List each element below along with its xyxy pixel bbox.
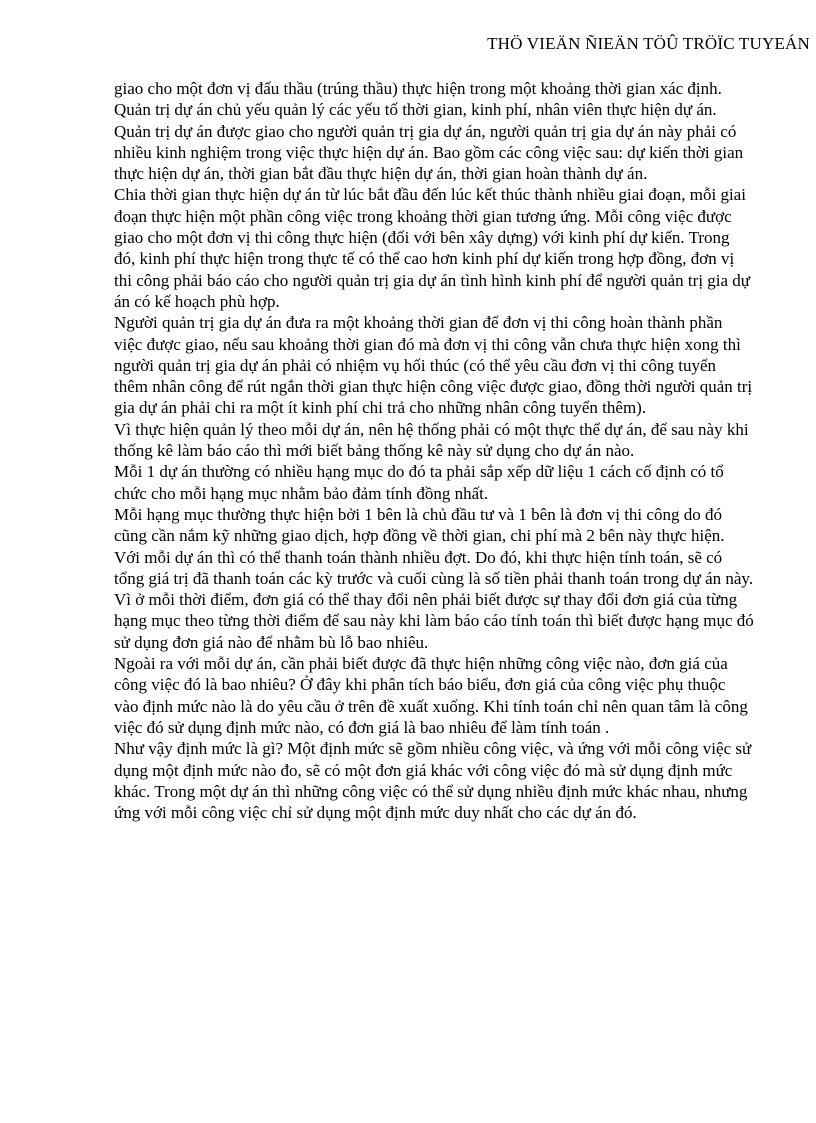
paragraph-3: Chia thời gian thực hiện dự án từ lúc bắt đầu đến lúc kết thúc thành nhiều giai đoạn, mỗi giai đoạn thực hiện một phần công việc trong khoảng thời gian tương ứng. Mỗi công việc được giao cho một đơn vị thi công thực hiện (đối với bên xây dựng) với kinh phí dự kiến. Trong đó, kinh phí thực hiện trong thực tế có thể cao hơn kinh phí dự kiến trong hợp đồng, đơn vị thi công phải báo cáo cho người quản trị gia dự án tình hình kinh phí để người quản trị gia dự án có kế hoạch phù hợp. xyxy=(114,185,751,311)
document-body xyxy=(114,78,754,823)
paragraph-4: Người quản trị gia dự án đưa ra một khoảng thời gian để đơn vị thi công hoàn thành phần việc được giao, nếu sau khoảng thời gian đó mà đơn vị thi công vẫn chưa thực hiện xong thì người quản trị gia dự án phải có nhiệm vụ hối thúc (có thể yêu cầu đơn vị thi công tuyển thêm nhân công để rút ngắn thời gian thực hiện công việc được giao, đồng thời người quản trị gia dự án phải chi ra một ít kinh phí chi trả cho những nhân công tuyển thêm). xyxy=(114,313,753,418)
paragraph-8: Với mỗi dự án thì có thể thanh toán thành nhiều đợt. Do đó, khi thực hiện tính toán, sẽ có tổng giá trị đã thanh toán các kỳ trước và cuối cùng là số tiền phải thanh toán trong dự án này. Vì ở mỗi thời điểm, đơn giá có thể thay đổi nên phải biết được sự thay đổi đơn giá của từng hạng mục theo từng thời điểm để sau này khi làm báo cáo tính toán thì biết được hạng mục đó sử dụng đơn giá nào để nhằm bù lỗ bao nhiêu. xyxy=(114,547,754,652)
paragraph-5: Vì thực hiện quản lý theo mỗi dự án, nên hệ thống phải có một thực thể dự án, để sau này khi thống kê làm báo cáo thì mới biết bảng thống kê này sử dụng cho dự án nào. xyxy=(114,419,749,461)
paragraph-10: Như vậy định mức là gì? Một định mức sẽ gồm nhiều công việc, và ứng với mỗi công việc sử dụng một định mức nào đo, sẽ có một đơn giá khác với công việc đó mà sử dụng định mức khác. Trong một dự án thì những công việc có thể sử dụng nhiều định mức khác nhau, nhưng ứng với mỗi công việc chỉ sử dụng một định mức duy nhất cho các dự án đó. xyxy=(114,739,752,823)
paragraph-9: Ngoài ra với mỗi dự án, cần phải biết được đã thực hiện những công việc nào, đơn giá của công việc đó là bao nhiêu? Ở đây khi phân tích báo biểu, đơn giá của công việc phụ thuộc vào định mức nào là do yêu cầu ở trên đề xuất xuống. Khi tính toán chỉ nên quan tâm là công việc đó sử dụng định mức nào, có đơn giá là bao nhiêu để làm tính toán . xyxy=(114,654,748,737)
paragraph-7: Mỗi hạng mục thường thực hiện bởi 1 bên là chủ đầu tư và 1 bên là đơn vị thi công do đó cũng cần nắm kỹ những giao dịch, hợp đồng về thời gian, chi phí mà 2 bên này thực hiện. xyxy=(114,504,725,546)
paragraph-6: Mỗi 1 dự án thường có nhiều hạng mục do đó ta phải sắp xếp dữ liệu 1 cách cố định có tổ chức cho mỗi hạng mục nhằm bảo đảm tính đồng nhất. xyxy=(114,462,724,503)
paragraph-1: giao cho một đơn vị đấu thầu (trúng thầu) thực hiện trong một khoảng thời gian xác định. xyxy=(114,79,722,98)
page-header: THÖ VIEÄN ÑIEÄN TÖÛ TRÖÏC TUYEÁN xyxy=(487,34,810,53)
paragraph-2: Quản trị dự án chủ yếu quản lý các yếu tố thời gian, kinh phí, nhân viên thực hiện dự án. Quản trị dự án được giao cho người quản trị gia dự án, người quản trị gia dự án này phải có nhiều kinh nghiệm trong việc thực hiện dự án. Bao gồm các công việc sau: dự kiến thời gian thực hiện dự án, thời gian bắt đầu thực hiện dự án, thời gian hoàn thành dự án. xyxy=(114,100,744,184)
